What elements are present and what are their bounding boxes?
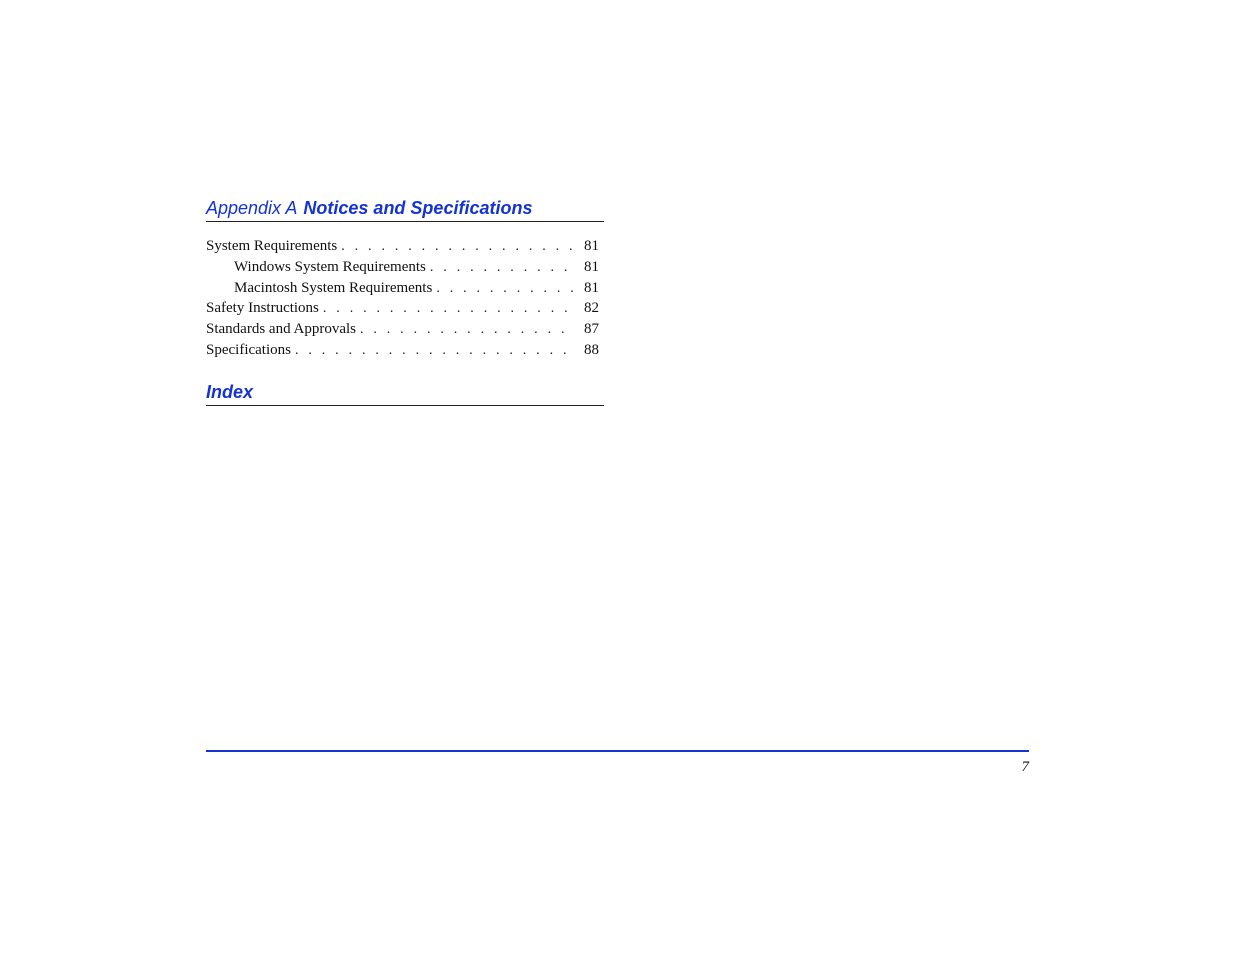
toc-entry-page: 87: [584, 321, 599, 338]
toc-entry-specifications[interactable]: [206, 340, 599, 361]
toc-entry-label: Specifications: [206, 341, 291, 358]
footer-rule: [206, 750, 1029, 752]
toc-entry-page: 81: [584, 238, 599, 254]
toc-entry-label: Windows System Requirements: [234, 258, 426, 275]
dot-leader: [323, 299, 573, 319]
toc-entry-page: 81: [584, 258, 599, 275]
index-heading[interactable]: [206, 381, 604, 406]
toc-entry-label: Standards and Approvals: [206, 321, 356, 338]
dot-leader: [360, 320, 573, 340]
toc-entry-page: 88: [584, 341, 599, 358]
toc-entry-page: 81: [584, 279, 599, 296]
page-number: 7: [1021, 759, 1029, 775]
toc-entry-windows-system-requirements[interactable]: [206, 257, 599, 278]
index-title: Index: [206, 382, 254, 402]
appendix-heading: [206, 197, 604, 222]
toc-entry-standards-and-approvals[interactable]: [206, 319, 599, 340]
dot-leader: [341, 237, 573, 257]
toc-entry-label: Macintosh System Requirements: [234, 279, 433, 296]
appendix-prefix: Appendix A: [206, 198, 298, 218]
toc-entry-macintosh-system-requirements[interactable]: [206, 278, 599, 299]
toc-entry-system-requirements[interactable]: [206, 236, 599, 257]
toc-entry-safety-instructions[interactable]: [206, 298, 599, 319]
appendix-title: Notices and Specifications: [303, 198, 533, 218]
dot-leader: [295, 341, 573, 361]
dot-leader: [436, 279, 573, 299]
toc-entry-label: Safety Instructions: [206, 300, 319, 317]
table-of-contents: [206, 236, 599, 361]
dot-leader: [430, 258, 573, 278]
toc-entry-label: System Requirements: [206, 238, 338, 254]
toc-entry-page: 82: [584, 300, 599, 317]
